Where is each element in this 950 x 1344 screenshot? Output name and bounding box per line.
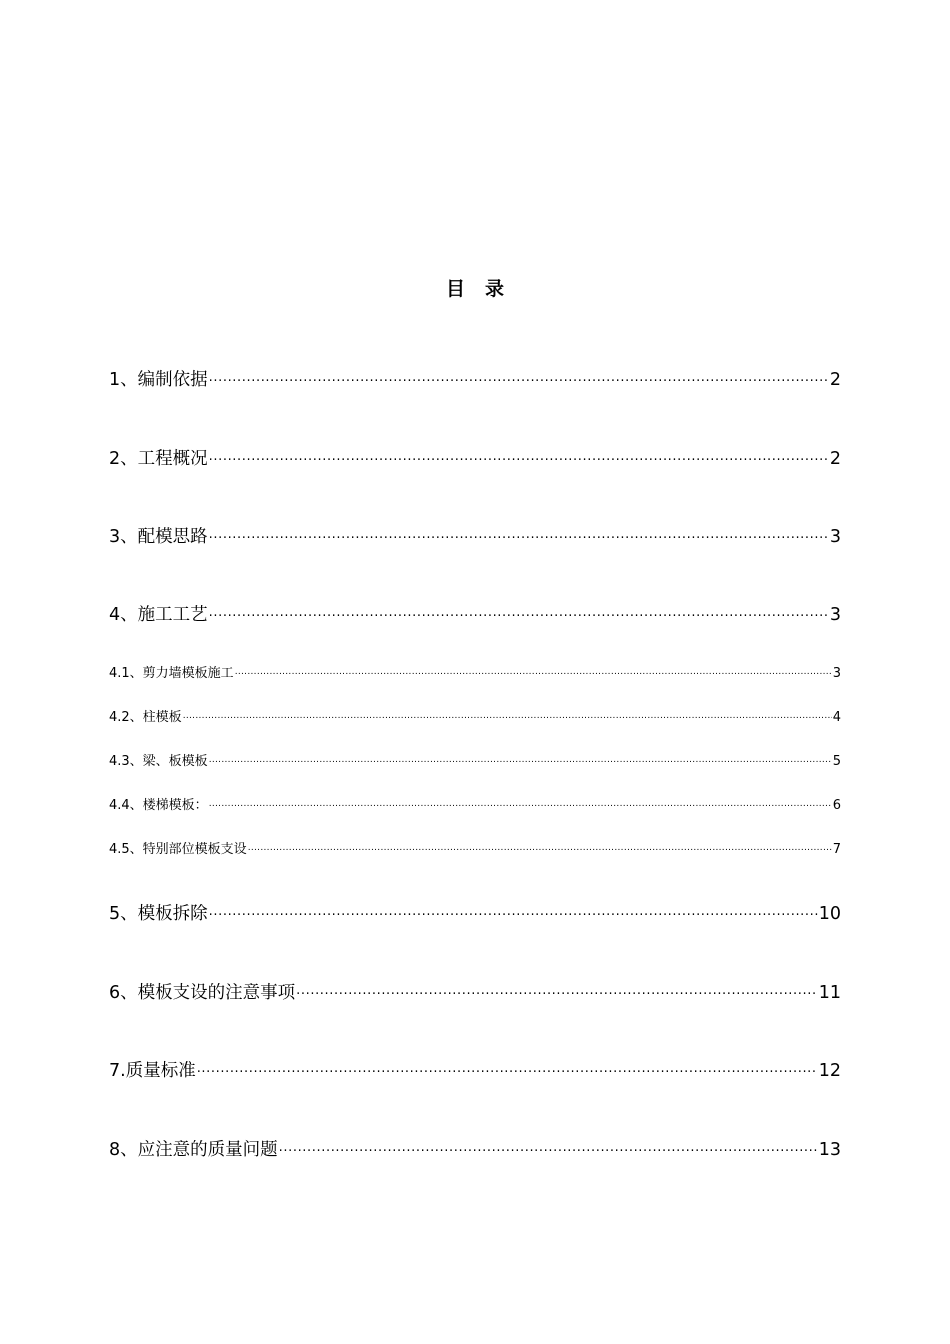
- toc-entry-4-1[interactable]: [109, 662, 841, 680]
- toc-entry-4-3[interactable]: [109, 750, 841, 768]
- toc-entry-1[interactable]: [109, 366, 841, 390]
- toc-entry-label: 5、模板拆除: [109, 904, 208, 924]
- toc-entry-label: 2、工程概况: [109, 449, 208, 469]
- toc-entry-4-2[interactable]: [109, 706, 841, 724]
- toc-entry-4[interactable]: [109, 601, 841, 625]
- toc-entry-label: 4.1、剪力墙模板施工: [109, 666, 234, 681]
- toc-entry-label: 4、施工工艺: [109, 605, 208, 625]
- toc-entry-3[interactable]: [109, 523, 841, 547]
- toc-page-number: 7: [832, 842, 841, 857]
- toc-page-number: 6: [832, 798, 841, 813]
- toc-entry-label: 6、模板支设的注意事项: [109, 983, 296, 1003]
- toc-entry-label: 1、编制依据: [109, 370, 208, 390]
- toc-leader-dots: [279, 1138, 818, 1156]
- toc-page-number: 2: [829, 449, 841, 469]
- toc-entry-8[interactable]: [109, 1136, 841, 1160]
- toc-entry-label: 7.质量标准: [109, 1061, 196, 1081]
- toc-entry-label: 4.4、楼梯模板：: [109, 798, 208, 813]
- toc-page-number: 11: [818, 983, 841, 1003]
- toc-page-number: 3: [829, 527, 841, 547]
- toc-entry-label: 4.3、梁、板模板: [109, 754, 208, 769]
- toc-leader-dots: [209, 796, 832, 809]
- toc-title-char-1: 目: [445, 278, 465, 300]
- toc-entry-7[interactable]: [109, 1057, 841, 1081]
- toc-page-number: 2: [829, 370, 841, 390]
- toc-entry-label: 3、配模思路: [109, 527, 208, 547]
- toc-leader-dots: [235, 664, 832, 677]
- toc-leader-dots: [248, 840, 832, 853]
- toc-title: [0, 274, 950, 301]
- toc-leader-dots: [296, 981, 818, 999]
- toc-page-number: 3: [832, 666, 841, 681]
- toc-entry-label: 8、应注意的质量问题: [109, 1140, 278, 1160]
- toc-entry-6[interactable]: [109, 979, 841, 1003]
- toc-leader-dots: [209, 525, 829, 543]
- toc-leader-dots: [183, 708, 832, 721]
- toc-page-number: 4: [832, 710, 841, 725]
- toc-page-number: 3: [829, 605, 841, 625]
- toc-page-number: 10: [818, 904, 841, 924]
- toc-page-number: 13: [818, 1140, 841, 1160]
- toc-leader-dots: [209, 368, 829, 386]
- toc-entry-label: 4.5、特别部位模板支设: [109, 842, 247, 857]
- toc-title-char-2: 录: [485, 278, 505, 300]
- toc-leader-dots: [209, 603, 829, 621]
- toc-entry-4-5[interactable]: [109, 838, 841, 856]
- toc-leader-dots: [209, 902, 818, 920]
- toc-entry-5[interactable]: [109, 900, 841, 924]
- toc-entry-4-4[interactable]: [109, 794, 841, 812]
- toc-page-number: 5: [832, 754, 841, 769]
- toc-leader-dots: [197, 1059, 818, 1077]
- toc-entry-2[interactable]: [109, 445, 841, 469]
- toc-leader-dots: [209, 752, 832, 765]
- toc-entry-label: 4.2、柱模板: [109, 710, 182, 725]
- toc-page-number: 12: [818, 1061, 841, 1081]
- toc-leader-dots: [209, 447, 829, 465]
